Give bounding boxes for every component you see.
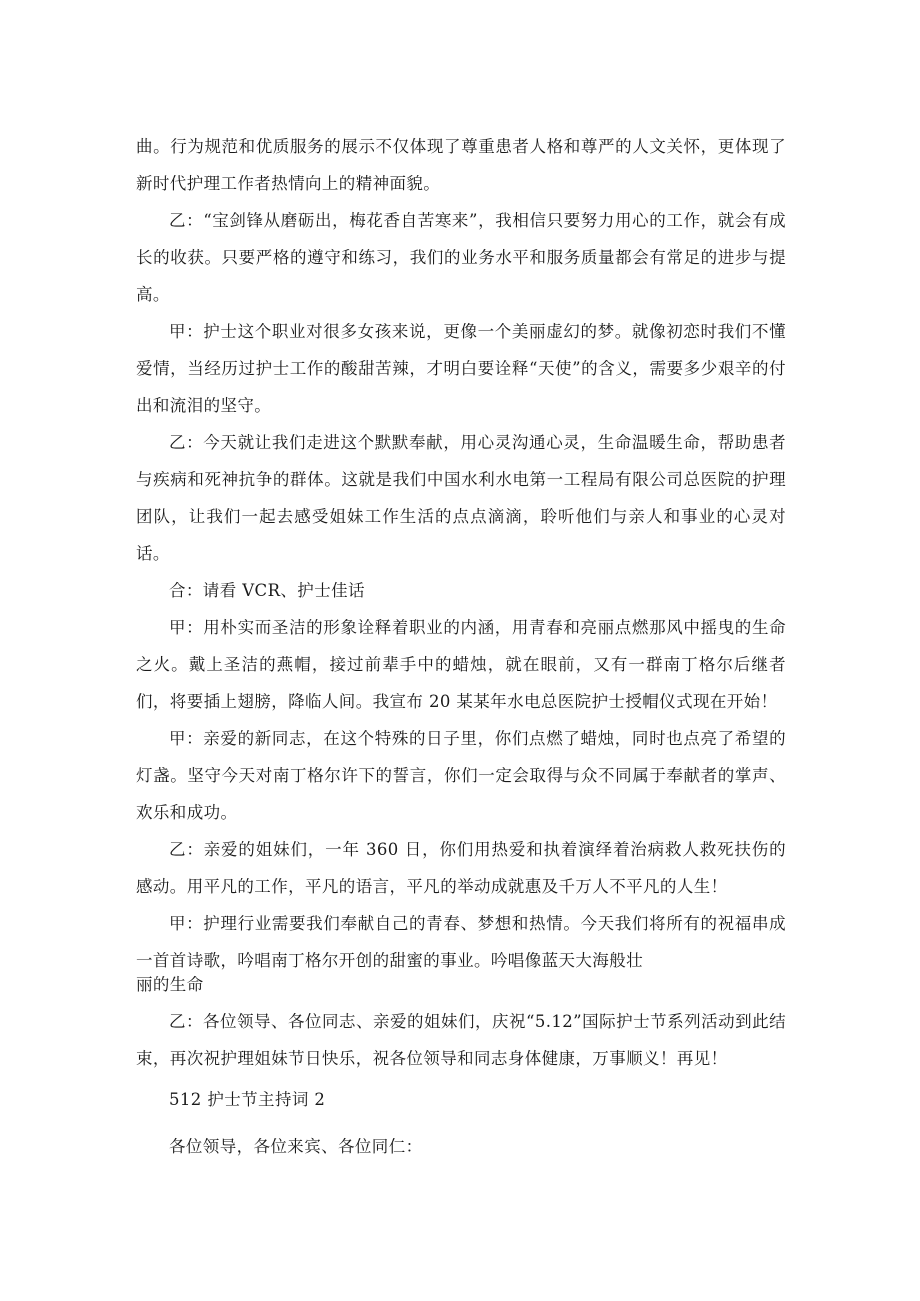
document-body [136, 128, 786, 1165]
paragraph-jia-1: 甲：护士这个职业对很多女孩来说，更像一个美丽虚幻的梦。就像初恋时我们不懂爱情，当经历过护士工作的酸甜苦辣，才明白要诠释“天使”的含义，需要多少艰辛的付出和流泪的坚守。 [136, 322, 786, 415]
paragraph-jia-4: 甲：护理行业需要我们奉献自己的青春、梦想和热情。今天我们将所有的祝福串成一首首诗歌，吟唱南丁格尔开创的甜蜜的事业。吟唱像蓝天大海般壮 [136, 914, 786, 970]
paragraph-he: 合：请看 VCR、护士佳话 [169, 581, 365, 600]
paragraph-jia-3: 甲：亲爱的新同志，在这个特殊的日子里，你们点燃了蜡烛，同时也点亮了希望的灯盏。坚守今天对南丁格尔许下的誓言，你们一定会取得与众不同属于奉献者的掌声、欢乐和成功。 [136, 729, 786, 822]
paragraph-continuation: 曲。行为规范和优质服务的展示不仅体现了尊重患者人格和尊严的人文关怀，更体现了新时代护理工作者热情向上的精神面貌。 [136, 137, 786, 193]
paragraph-jia-4-tail: 丽的生命 [136, 975, 204, 994]
paragraph-yi-1: 乙：“宝剑锋从磨砺出，梅花香自苦寒来”，我相信只要努力用心的工作，就会有成长的收获。只要严格的遵守和练习，我们的业务水平和服务质量都会有常足的进步与提高。 [136, 211, 786, 304]
paragraph-yi-closing: 乙：各位领导、各位同志、亲爱的姐妹们，庆祝“5.12”国际护士节系列活动到此结束，再次祝护理姐妹节日快乐，祝各位领导和同志身体健康，万事顺义！再见！ [136, 1012, 786, 1068]
paragraph-greeting: 各位领导，各位来宾、各位同仁： [169, 1137, 423, 1156]
paragraph-yi-3: 乙：亲爱的姐妹们，一年 360 日，你们用热爱和执着演绎着治病救人救死扶伤的感动。用平凡的工作，平凡的语言，平凡的举动成就惠及千万人不平凡的人生！ [136, 840, 786, 896]
paragraph-jia-2: 甲：用朴实而圣洁的形象诠释着职业的内涵，用青春和亮丽点燃那风中摇曳的生命之火。戴上圣洁的燕帽，接过前辈手中的蜡烛，就在眼前，又有一群南丁格尔后继者们，将要插上翅膀，降临人间。我宣布 20 某某年水电总医院护士授帽仪式现在开始！ [136, 618, 786, 711]
paragraph-yi-2: 乙：今天就让我们走进这个默默奉献，用心灵沟通心灵，生命温暖生命，帮助患者与疾病和死神抗争的群体。这就是我们中国水利水电第一工程局有限公司总医院的护理团队，让我们一起去感受姐妹工作生活的点点滴滴，聆听他们与亲人和事业的心灵对话。 [136, 433, 786, 563]
section-heading: 512 护士节主持词 2 [169, 1090, 326, 1109]
